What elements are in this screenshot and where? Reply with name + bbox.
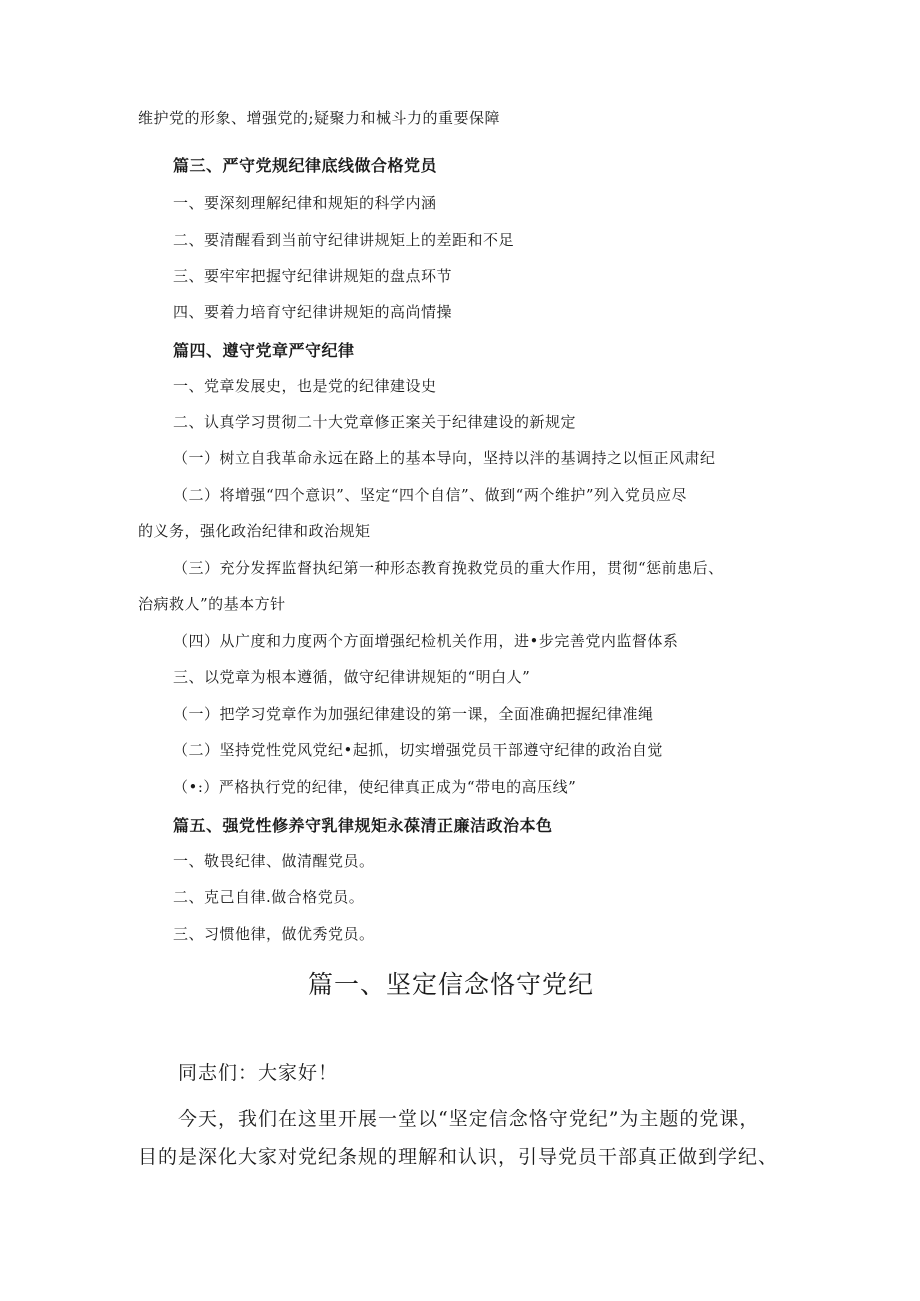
toc-item: 三、习惯他律，做优秀党员。 bbox=[173, 925, 375, 943]
article-title: 篇一、坚定信念恪守党纪 bbox=[308, 970, 595, 999]
toc-heading-part3: 篇三、严守党规纪律底线做合格党员 bbox=[173, 156, 438, 175]
toc-item-wrap: 的义务，强化政治纪律和政治规矩 bbox=[138, 522, 371, 540]
toc-item-wrap: 治病救人”的基本方针 bbox=[138, 595, 286, 613]
toc-item: （一）把学习党章作为加强纪律建设的第一课，全面准确把握纪律准绳 bbox=[173, 705, 654, 723]
toc-item: 二、要清醒看到当前守纪律讲规矩上的差距和不足 bbox=[173, 231, 515, 249]
toc-item: （二）将增强“四个意识”、坚定“四个自信”、做到“两个维护”列入党员应尽 bbox=[173, 486, 688, 504]
toc-item: （二）坚持党性党风党纪•起抓，切实增强党员干部遵守纪律的政治自觉 bbox=[173, 741, 663, 759]
toc-item: 三、要牢牢把握守纪律讲规矩的盘点环节 bbox=[173, 267, 453, 285]
toc-continuation-line: 维护党的形象、增强党的;疑聚力和械斗力的重要保障 bbox=[138, 109, 501, 127]
toc-item: 二、认真学习贯彻二十大党章修正案关于纪律建设的新规定 bbox=[173, 413, 577, 431]
toc-item: 一、要深刻理解纪律和规矩的科学内涵 bbox=[173, 194, 437, 212]
toc-item: （•:）严格执行党的纪律，使纪律真正成为“带电的高压线” bbox=[173, 778, 577, 796]
toc-item: 一、党章发展史，也是党的纪律建设史 bbox=[173, 377, 437, 395]
toc-item: 二、克己自律.做合格党员。 bbox=[173, 888, 365, 906]
toc-heading-part5: 篇五、强党性修养守乳律规矩永葆清正廉洁政治本色 bbox=[173, 816, 553, 835]
toc-item: 三、以党章为根本遵循，做守纪律讲规矩的“明白人” bbox=[173, 668, 531, 686]
toc-item: 四、要着力培育守纪律讲规矩的高尚情操 bbox=[173, 303, 453, 321]
toc-heading-part4: 篇四、遵守党章严守纪律 bbox=[173, 341, 355, 360]
article-paragraph-line: 今天，我们在这里开展一堂以“坚定信念恪守党纪”为主题的党课， bbox=[178, 1108, 760, 1130]
article-greeting: 同志们：大家好！ bbox=[178, 1062, 339, 1084]
toc-item: （四）从广度和力度两个方面增强纪检机关作用，进•步完善党内监督体系 bbox=[173, 632, 679, 650]
article-paragraph-line: 目的是深化大家对党纪条规的理解和认识，引导党员干部真正做到学纪、 bbox=[138, 1146, 779, 1168]
toc-item: （三）充分发挥监督执纪第一种形态教育挽救党员的重大作用，贯彻“惩前患后、 bbox=[173, 559, 724, 577]
toc-item: 一、敬畏纪律、做清醒党员。 bbox=[173, 852, 375, 870]
toc-item: （一）树立自我革命永远在路上的基本导向，坚持以泮的基调持之以恒正风肃纪 bbox=[173, 449, 716, 467]
